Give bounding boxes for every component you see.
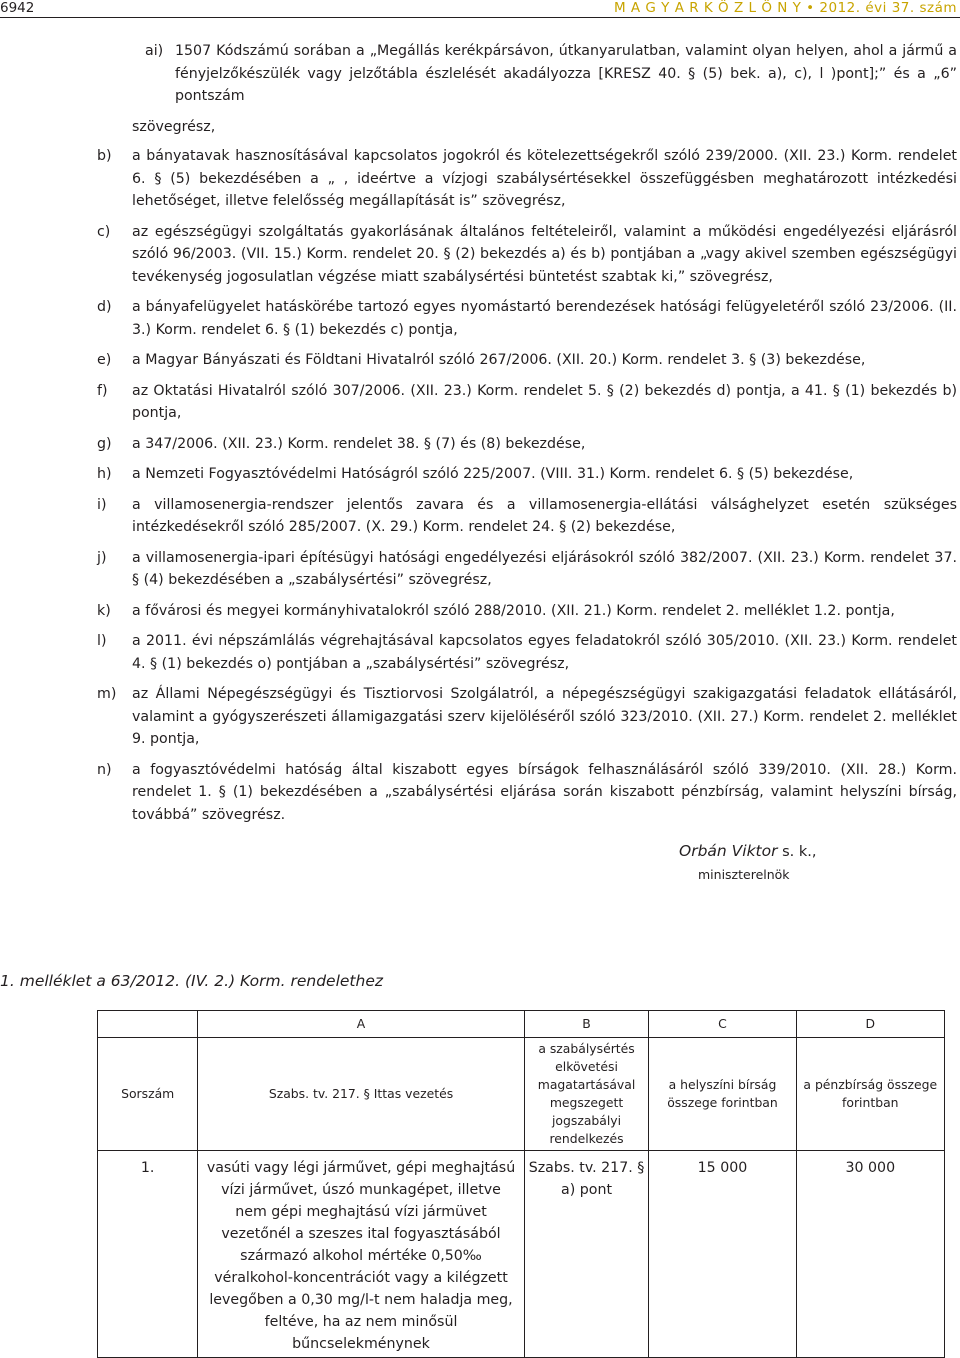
list-item — [0, 630, 960, 675]
page-number: 6942 — [0, 0, 35, 16]
list-item — [0, 683, 960, 751]
column-letter: D — [796, 1011, 944, 1038]
list-item — [0, 433, 960, 456]
column-letter-row — [98, 1011, 945, 1038]
page-header — [0, 0, 960, 18]
item-label: g) — [97, 435, 112, 452]
item-label: j) — [97, 549, 107, 566]
item-label: ai) — [145, 43, 164, 59]
list-item — [0, 380, 960, 425]
list-item — [0, 547, 960, 592]
repealed-provisions-list — [0, 40, 960, 834]
item-label: h) — [97, 466, 112, 482]
column-letter: A — [198, 1011, 524, 1038]
item-text: a villamosenergia-ipari építésügyi hatósági engedélyezési eljárásokról szóló 382/2007. (XII. 23.) Korm. rendelet 37. § (4) bekezdésében a „szabálysértési” szövegrész, — [132, 549, 957, 588]
item-label: b) — [97, 148, 112, 164]
fine-amount: 30 000 — [796, 1151, 944, 1358]
item-text: a 2011. évi népszámlálás végrehajtásával kapcsolatos egyes feladatokról szóló 305/2010. (XII. 23.) Korm. rendelet 4. § (1) bekezdés o) pontjában a „szabálysértési” szövegrész, — [132, 633, 957, 672]
item-text: a Nemzeti Fogyasztóvédelmi Hatóságról szóló 225/2007. (VIII. 31.) Korm. rendelet 6. § (5) bekezdése, — [132, 466, 854, 482]
signatory-title: miniszterelnök — [698, 867, 790, 882]
item-label: l) — [97, 633, 107, 649]
list-item — [0, 600, 960, 623]
signatory-name: Orbán Viktor — [679, 842, 778, 860]
item-text: a bányafelügyelet hatáskörébe tartozó egyes nyomástartó berendezések hatósági felügyeletéről szóló 23/2006. (II. 3.) Korm. rendelet 6. § (1) bekezdés c) pontja, — [132, 299, 957, 338]
table-header: a szabálysértés elkövetési magatartásával megszegett jogszabályi rendelkezés — [524, 1038, 649, 1151]
column-letter — [98, 1011, 198, 1038]
item-label: e) — [97, 352, 112, 368]
item-text: 1507 Kódszámú sorában a „Megállás kerékpársávon, útkanyarulatban, valamint olyan helyen, ahol a jármű a fényjelzőkészülék vagy jelzőtábla észlelését akadályozza [KRESZ 40. § (5) bek. a), c), l )pont];” és a „6” pontszám — [175, 43, 957, 104]
item-label: f) — [97, 382, 108, 399]
item-label: n) — [97, 761, 112, 778]
table-header: Sorszám — [98, 1038, 198, 1151]
row-number: 1. — [98, 1151, 198, 1358]
signatory-suffix: s. k., — [777, 844, 817, 860]
item-text: a bányatavak hasznosításával kapcsolatos jogokról és kötelezettségekről szóló 239/2000. (XII. 23.) Korm. rendelet 6. § (5) bekezdésében a „ , ideértve a vízjogi szabálysértésekkel összefüggésben meghatározott intézkedési lehetőséget, illetve felelősség megállapítását is” szövegrész, — [132, 148, 957, 209]
signatory — [679, 842, 816, 860]
table-header: a helyszíni bírság összege forintban — [649, 1038, 796, 1151]
item-label: m) — [97, 686, 117, 702]
table-header-row — [98, 1038, 945, 1151]
item-label: c) — [97, 223, 111, 240]
column-letter: C — [649, 1011, 796, 1038]
journal-title: M A G Y A R K Ö Z L Ö N Y • 2012. évi 37. szám — [613, 0, 957, 16]
list-item — [0, 221, 960, 289]
item-text: a 347/2006. (XII. 23.) Korm. rendelet 38. § (7) és (8) bekezdése, — [132, 435, 586, 452]
item-text: a villamosenergia-rendszer jelentős zavara és a villamosenergia-ellátási válsághelyzet esetén szükséges intézkedésekről szóló 285/2007. (X. 29.) Korm. rendelet 24. § (2) bekezdése, — [132, 496, 957, 535]
list-item — [0, 759, 960, 827]
header-rule — [0, 17, 960, 18]
list-item — [0, 40, 960, 108]
item-text: az Oktatási Hivatalról szóló 307/2006. (XII. 23.) Korm. rendelet 5. § (2) bekezdés d) pontja, a 41. § (1) bekezdés b) pontja, — [132, 382, 957, 421]
item-text: a fogyasztóvédelmi hatóság által kiszabott egyes bírságok felhasználásáról szóló 339/2010. (XII. 28.) Korm. rendelet 1. § (1) bekezdésében a „szabálysértési eljárása során kiszabott pénzbírság, valamint helyszíni bírság, továbbá” szövegrész. — [132, 761, 957, 823]
item-text: a Magyar Bányászati és Földtani Hivatalról szóló 267/2006. (XII. 20.) Korm. rendelet 3. § (3) bekezdése, — [132, 352, 866, 368]
on-spot-fine: 15 000 — [649, 1151, 796, 1358]
continuation-text: szövegrész, — [132, 118, 216, 135]
fine-table — [97, 1010, 945, 1358]
violated-provision: Szabs. tv. 217. § a) pont — [524, 1151, 649, 1358]
offence-description: vasúti vagy légi járművet, gépi meghajtású vízi járművet, úszó munkagépet, illetve nem gépi meghajtású vízi jármüvet vezetőnél a szeszes ital fogyasztásából származó alkohol mértéke 0,50‰ véralkohol-koncentrációt vagy a kilégzett levegőben a 0,30 mg/l-t nem haladja meg, feltéve, ha az nem minősül bűncselekménynek — [198, 1151, 524, 1358]
item-label: d) — [97, 299, 112, 315]
column-letter: B — [524, 1011, 649, 1038]
item-text: az egészségügyi szolgáltatás gyakorlásának általános feltételeiről, valamint a működési engedélyezési eljárásról szóló 96/2003. (VII. 15.) Korm. rendelet 20. § (2) bekezdés a) és b) pontjában a „vagy akivel szemben egészségügyi tevékenység jogosulatlan végzése miatt szabálysértési büntetést szabtak ki,” szövegrész, — [132, 223, 957, 285]
signature-block — [679, 842, 816, 882]
item-text: a fővárosi és megyei kormányhivatalokról szóló 288/2010. (XII. 21.) Korm. rendelet 2. melléklet 1.2. pontja, — [132, 602, 895, 619]
list-item — [0, 463, 960, 486]
table-header: Szabs. tv. 217. § Ittas vezetés — [198, 1038, 524, 1151]
list-item — [0, 145, 960, 213]
table-header: a pénzbírság összege forintban — [796, 1038, 944, 1151]
annex-title: 1. melléklet a 63/2012. (IV. 2.) Korm. rendelethez — [0, 972, 383, 990]
list-item — [0, 296, 960, 341]
list-item — [0, 349, 960, 372]
list-item — [0, 494, 960, 539]
item-label: i) — [97, 496, 107, 513]
table-row — [98, 1151, 945, 1358]
item-label: k) — [97, 602, 111, 619]
item-text: az Állami Népegészségügyi és Tisztiorvosi Szolgálatról, a népegészségügyi szakigazgatási feladatok ellátásáról, valamint a gyógyszerészeti államigazgatási szerv kijelöléséről szóló 323/2010. (XII. 27.) Korm. rendelet 2. melléklet 9. pontja, — [132, 686, 957, 747]
